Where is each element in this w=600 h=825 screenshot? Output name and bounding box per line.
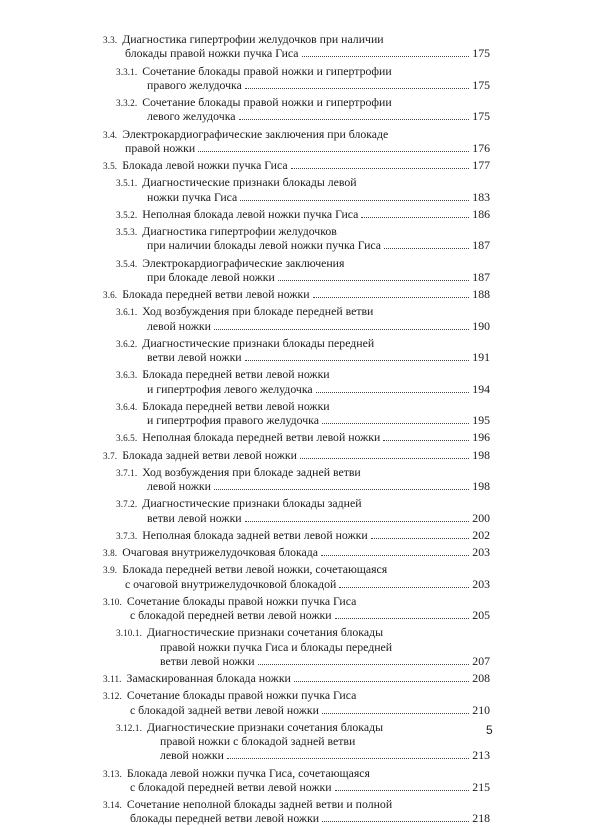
toc-entry-line: [116, 430, 490, 444]
section-title: Блокада передней ветви левой ножки: [142, 367, 330, 382]
section-number: 3.5.: [103, 161, 118, 171]
section-title: блокады правой ножки пучка Гиса: [125, 46, 299, 61]
section-title: левой ножки: [147, 479, 211, 493]
dot-leader: [214, 329, 469, 330]
toc-entry-line: [116, 528, 490, 542]
toc-entry-line: [116, 95, 392, 109]
dot-leader: [384, 248, 469, 249]
toc-entry-line: [125, 46, 490, 60]
toc-entry-line: [103, 158, 490, 172]
toc-entry-line: [147, 319, 490, 333]
dot-leader: [240, 200, 469, 201]
section-number: 3.3.2.: [116, 98, 138, 108]
section-number: 3.6.: [103, 290, 118, 300]
dot-leader: [245, 360, 470, 361]
section-title: правой ножки пучка Гиса и блокады передней: [160, 639, 393, 654]
section-number: 3.9.: [103, 565, 118, 576]
section-number: 3.11.: [103, 674, 122, 684]
dot-leader: [291, 168, 470, 169]
section-title: Неполная блокада задней ветви левой ножки: [142, 527, 368, 542]
section-number: 3.6.3.: [116, 370, 138, 381]
page-number-ref[interactable]: 202: [472, 527, 490, 542]
section-title: правого желудочка: [147, 77, 242, 92]
toc-entry-line: [103, 287, 490, 301]
page-number-ref[interactable]: 200: [472, 510, 490, 525]
section-title: Блокада левой ножки пучка Гиса, сочетающаяся: [126, 765, 370, 780]
section-number: 3.5.4.: [116, 258, 138, 269]
section-title: с блокадой задней ветви левой ножки: [130, 702, 319, 717]
toc-entry-line: [130, 780, 490, 794]
section-number: 3.3.1.: [116, 66, 138, 77]
dot-leader: [339, 587, 469, 588]
toc-entry-line: [116, 496, 362, 510]
toc-entry-line: [116, 625, 383, 639]
section-number: 3.5.2.: [116, 209, 138, 220]
section-title: с очаговой внутрижелудочковой блокадой: [125, 576, 337, 591]
page-number-ref[interactable]: 210: [472, 702, 490, 717]
toc-entry-line: [147, 511, 490, 525]
section-title: ножки пучка Гиса: [147, 189, 238, 204]
toc-entry-line: [103, 448, 490, 462]
page-number: 5: [486, 723, 493, 737]
page-number-ref[interactable]: 198: [472, 479, 490, 493]
toc-entry-line: [160, 748, 490, 762]
toc-entry-line: [116, 336, 374, 350]
page-number-ref[interactable]: 208: [472, 671, 490, 685]
section-title: ветви левой ножки: [147, 510, 242, 525]
toc-entry-line: [147, 350, 490, 364]
page-number-ref[interactable]: 203: [472, 576, 490, 591]
dot-leader: [245, 521, 470, 522]
section-title: правой ножки: [125, 140, 196, 155]
section-title: Диагностические признаки сочетания блокады: [146, 625, 384, 640]
toc-entry-line: [103, 797, 392, 811]
section-number: 3.12.1.: [116, 722, 142, 733]
section-title: Диагностические признаки блокады левой: [142, 175, 357, 190]
section-title: ветви левой ножки: [160, 653, 255, 668]
section-title: ветви левой ножки: [147, 350, 242, 364]
section-title: Замаскированная блокада ножки: [126, 671, 291, 685]
toc-entry-line: [116, 224, 337, 238]
section-title: с блокадой передней ветви левой ножки: [130, 779, 332, 794]
section-number: 3.6.4.: [116, 401, 138, 412]
page-number-ref[interactable]: 196: [472, 430, 490, 445]
page-number-ref[interactable]: 194: [472, 381, 490, 396]
section-title: Блокада задней ветви левой ножки: [122, 447, 297, 462]
section-title: Диагностические признаки блокады передней: [142, 335, 375, 350]
toc-entry-line: [125, 577, 490, 591]
toc-entry-line: [103, 545, 490, 559]
dot-leader: [239, 119, 470, 120]
toc-entry-line: [103, 562, 387, 576]
toc-entry-line: [116, 465, 361, 479]
section-number: 3.7.: [103, 450, 118, 461]
dot-leader: [316, 392, 470, 393]
dot-leader: [258, 664, 470, 665]
dot-leader: [322, 713, 469, 714]
dot-leader: [300, 458, 469, 459]
section-number: 3.6.1.: [116, 307, 138, 318]
section-number: 3.5.3.: [116, 227, 138, 237]
section-title: Неполная блокада передней ветви левой ножки: [142, 430, 381, 445]
section-title: с блокадой передней ветви левой ножки: [130, 608, 332, 622]
section-title: при наличии блокады левой ножки пучка Гиса: [147, 238, 382, 253]
page-number-ref[interactable]: 213: [472, 748, 490, 763]
page-number-ref[interactable]: 198: [472, 447, 490, 462]
toc-entry-line: [160, 734, 355, 748]
dot-leader: [371, 538, 470, 539]
dot-leader: [214, 489, 469, 490]
section-title: Ход возбуждения при блокаде задней ветви: [142, 464, 361, 479]
toc-entry-line: [116, 64, 392, 78]
page-number-ref[interactable]: 190: [472, 318, 490, 333]
section-title: и гипертрофия правого желудочка: [147, 413, 319, 427]
dot-leader: [322, 423, 469, 424]
section-title: Очаговая внутрижелудочковая блокада: [122, 545, 319, 559]
dot-leader: [227, 758, 469, 759]
section-number: 3.8.: [103, 548, 118, 558]
toc-entry-line: [116, 256, 344, 270]
dot-leader: [245, 88, 469, 89]
page-number-ref[interactable]: 203: [472, 545, 490, 559]
section-title: Сочетание блокады правой ножки пучка Гиса: [126, 688, 357, 703]
page-number-ref[interactable]: 175: [472, 46, 490, 61]
toc-entry-line: [130, 703, 490, 717]
page-number-ref[interactable]: 177: [472, 158, 490, 172]
toc-entry-line: [160, 640, 392, 654]
toc-entry-line: [103, 766, 370, 780]
section-number: 3.14.: [103, 800, 122, 810]
toc-entry-line: [116, 720, 383, 734]
section-title: Диагностические признаки сочетания блокады: [146, 719, 384, 734]
section-title: Сочетание блокады правой ножки и гипертрофии: [142, 63, 392, 78]
dot-leader: [321, 555, 469, 556]
toc-entry-line: [147, 190, 490, 204]
page-number-ref[interactable]: 218: [472, 811, 490, 825]
section-title: Сочетание блокады правой ножки пучка Гиса: [126, 593, 357, 608]
dot-leader: [335, 618, 470, 619]
page-number-ref[interactable]: 175: [472, 77, 490, 92]
section-title: Сочетание неполной блокады задней ветви и полной: [126, 797, 393, 811]
toc-entry-line: [116, 175, 357, 189]
toc-entry-line: [147, 479, 490, 493]
page-number-ref[interactable]: 186: [472, 206, 490, 221]
toc-entry-line: [147, 78, 490, 92]
section-title: Блокада передней ветви левой ножки: [122, 287, 310, 301]
page-number-ref[interactable]: 183: [472, 189, 490, 204]
section-title: Блокада левой ножки пучка Гиса: [122, 158, 288, 172]
section-title: Диагностика гипертрофии желудочков: [142, 224, 337, 238]
toc-entry-line: [147, 238, 490, 252]
toc-entry-line: [103, 688, 356, 702]
toc-entry-line: [130, 608, 490, 622]
section-title: левой ножки: [160, 748, 224, 763]
dot-leader: [313, 297, 470, 298]
page-number-ref[interactable]: 191: [472, 350, 490, 364]
toc-entry-line: [103, 32, 384, 46]
toc-entry-line: [147, 109, 490, 123]
toc-entry-line: [160, 654, 490, 668]
section-title: правой ножки с блокадой задней ветви: [160, 734, 356, 748]
toc-entry-line: [130, 811, 490, 825]
dot-leader: [302, 56, 470, 57]
section-title: Блокада передней ветви левой ножки: [142, 398, 330, 413]
toc-entry-line: [103, 127, 388, 141]
section-title: при блокаде левой ножки: [147, 269, 275, 284]
section-title: Сочетание блокады правой ножки и гипертрофии: [142, 95, 392, 109]
page-number-ref[interactable]: 187: [472, 238, 490, 253]
section-number: 3.10.1.: [116, 628, 142, 639]
toc-entry-line: [116, 304, 373, 318]
section-number: 3.4.: [103, 129, 118, 140]
toc-entry-line: [103, 671, 490, 685]
toc-entry-line: [116, 207, 490, 221]
section-number: 3.5.1.: [116, 178, 138, 189]
toc-entry-line: [116, 399, 330, 413]
section-number: 3.12.: [103, 691, 122, 702]
section-title: Неполная блокада левой ножки пучка Гиса: [142, 206, 359, 221]
page-number-ref[interactable]: 205: [472, 608, 490, 622]
section-number: 3.6.5.: [116, 433, 138, 444]
page-number-ref[interactable]: 215: [472, 779, 490, 794]
page-number-ref[interactable]: 188: [472, 287, 490, 301]
section-title: Блокада передней ветви левой ножки, сочетающаяся: [122, 562, 388, 577]
section-title: блокады передней ветви левой ножки: [130, 811, 320, 825]
toc-entry-line: [147, 382, 490, 396]
section-title: левой ножки: [147, 318, 211, 333]
dot-leader: [383, 440, 469, 441]
section-title: Электрокардиографические заключения при блокаде: [122, 126, 389, 141]
toc-entry-line: [103, 594, 356, 608]
toc-entry-line: [116, 367, 330, 381]
section-title: Ход возбуждения при блокаде передней ветви: [142, 304, 374, 319]
section-number: 3.3.: [103, 35, 118, 45]
toc-entry-line: [147, 413, 490, 427]
dot-leader: [278, 280, 469, 281]
section-title: и гипертрофия левого желудочка: [147, 381, 313, 396]
page-number-ref[interactable]: 176: [472, 140, 490, 155]
section-number: 3.13.: [103, 768, 122, 779]
page-number-ref[interactable]: 175: [472, 109, 490, 124]
section-number: 3.7.1.: [116, 467, 138, 478]
dot-leader: [361, 217, 469, 218]
page-number-ref[interactable]: 195: [472, 413, 490, 427]
section-number: 3.10.: [103, 596, 122, 607]
section-title: Диагностика гипертрофии желудочков при наличии: [122, 32, 384, 46]
section-title: левого желудочка: [147, 109, 236, 124]
toc-entry-line: [147, 270, 490, 284]
dot-leader: [198, 151, 469, 152]
dot-leader: [322, 821, 469, 822]
section-number: 3.7.2.: [116, 499, 138, 510]
section-number: 3.7.3.: [116, 530, 138, 541]
toc-entry-line: [125, 141, 490, 155]
dot-leader: [294, 681, 469, 682]
section-number: 3.6.2.: [116, 338, 138, 349]
section-title: Электрокардиографические заключения: [142, 255, 345, 270]
page-number-ref[interactable]: 207: [472, 653, 490, 668]
page-number-ref[interactable]: 187: [472, 269, 490, 284]
section-title: Диагностические признаки блокады задней: [142, 496, 362, 511]
dot-leader: [335, 790, 470, 791]
